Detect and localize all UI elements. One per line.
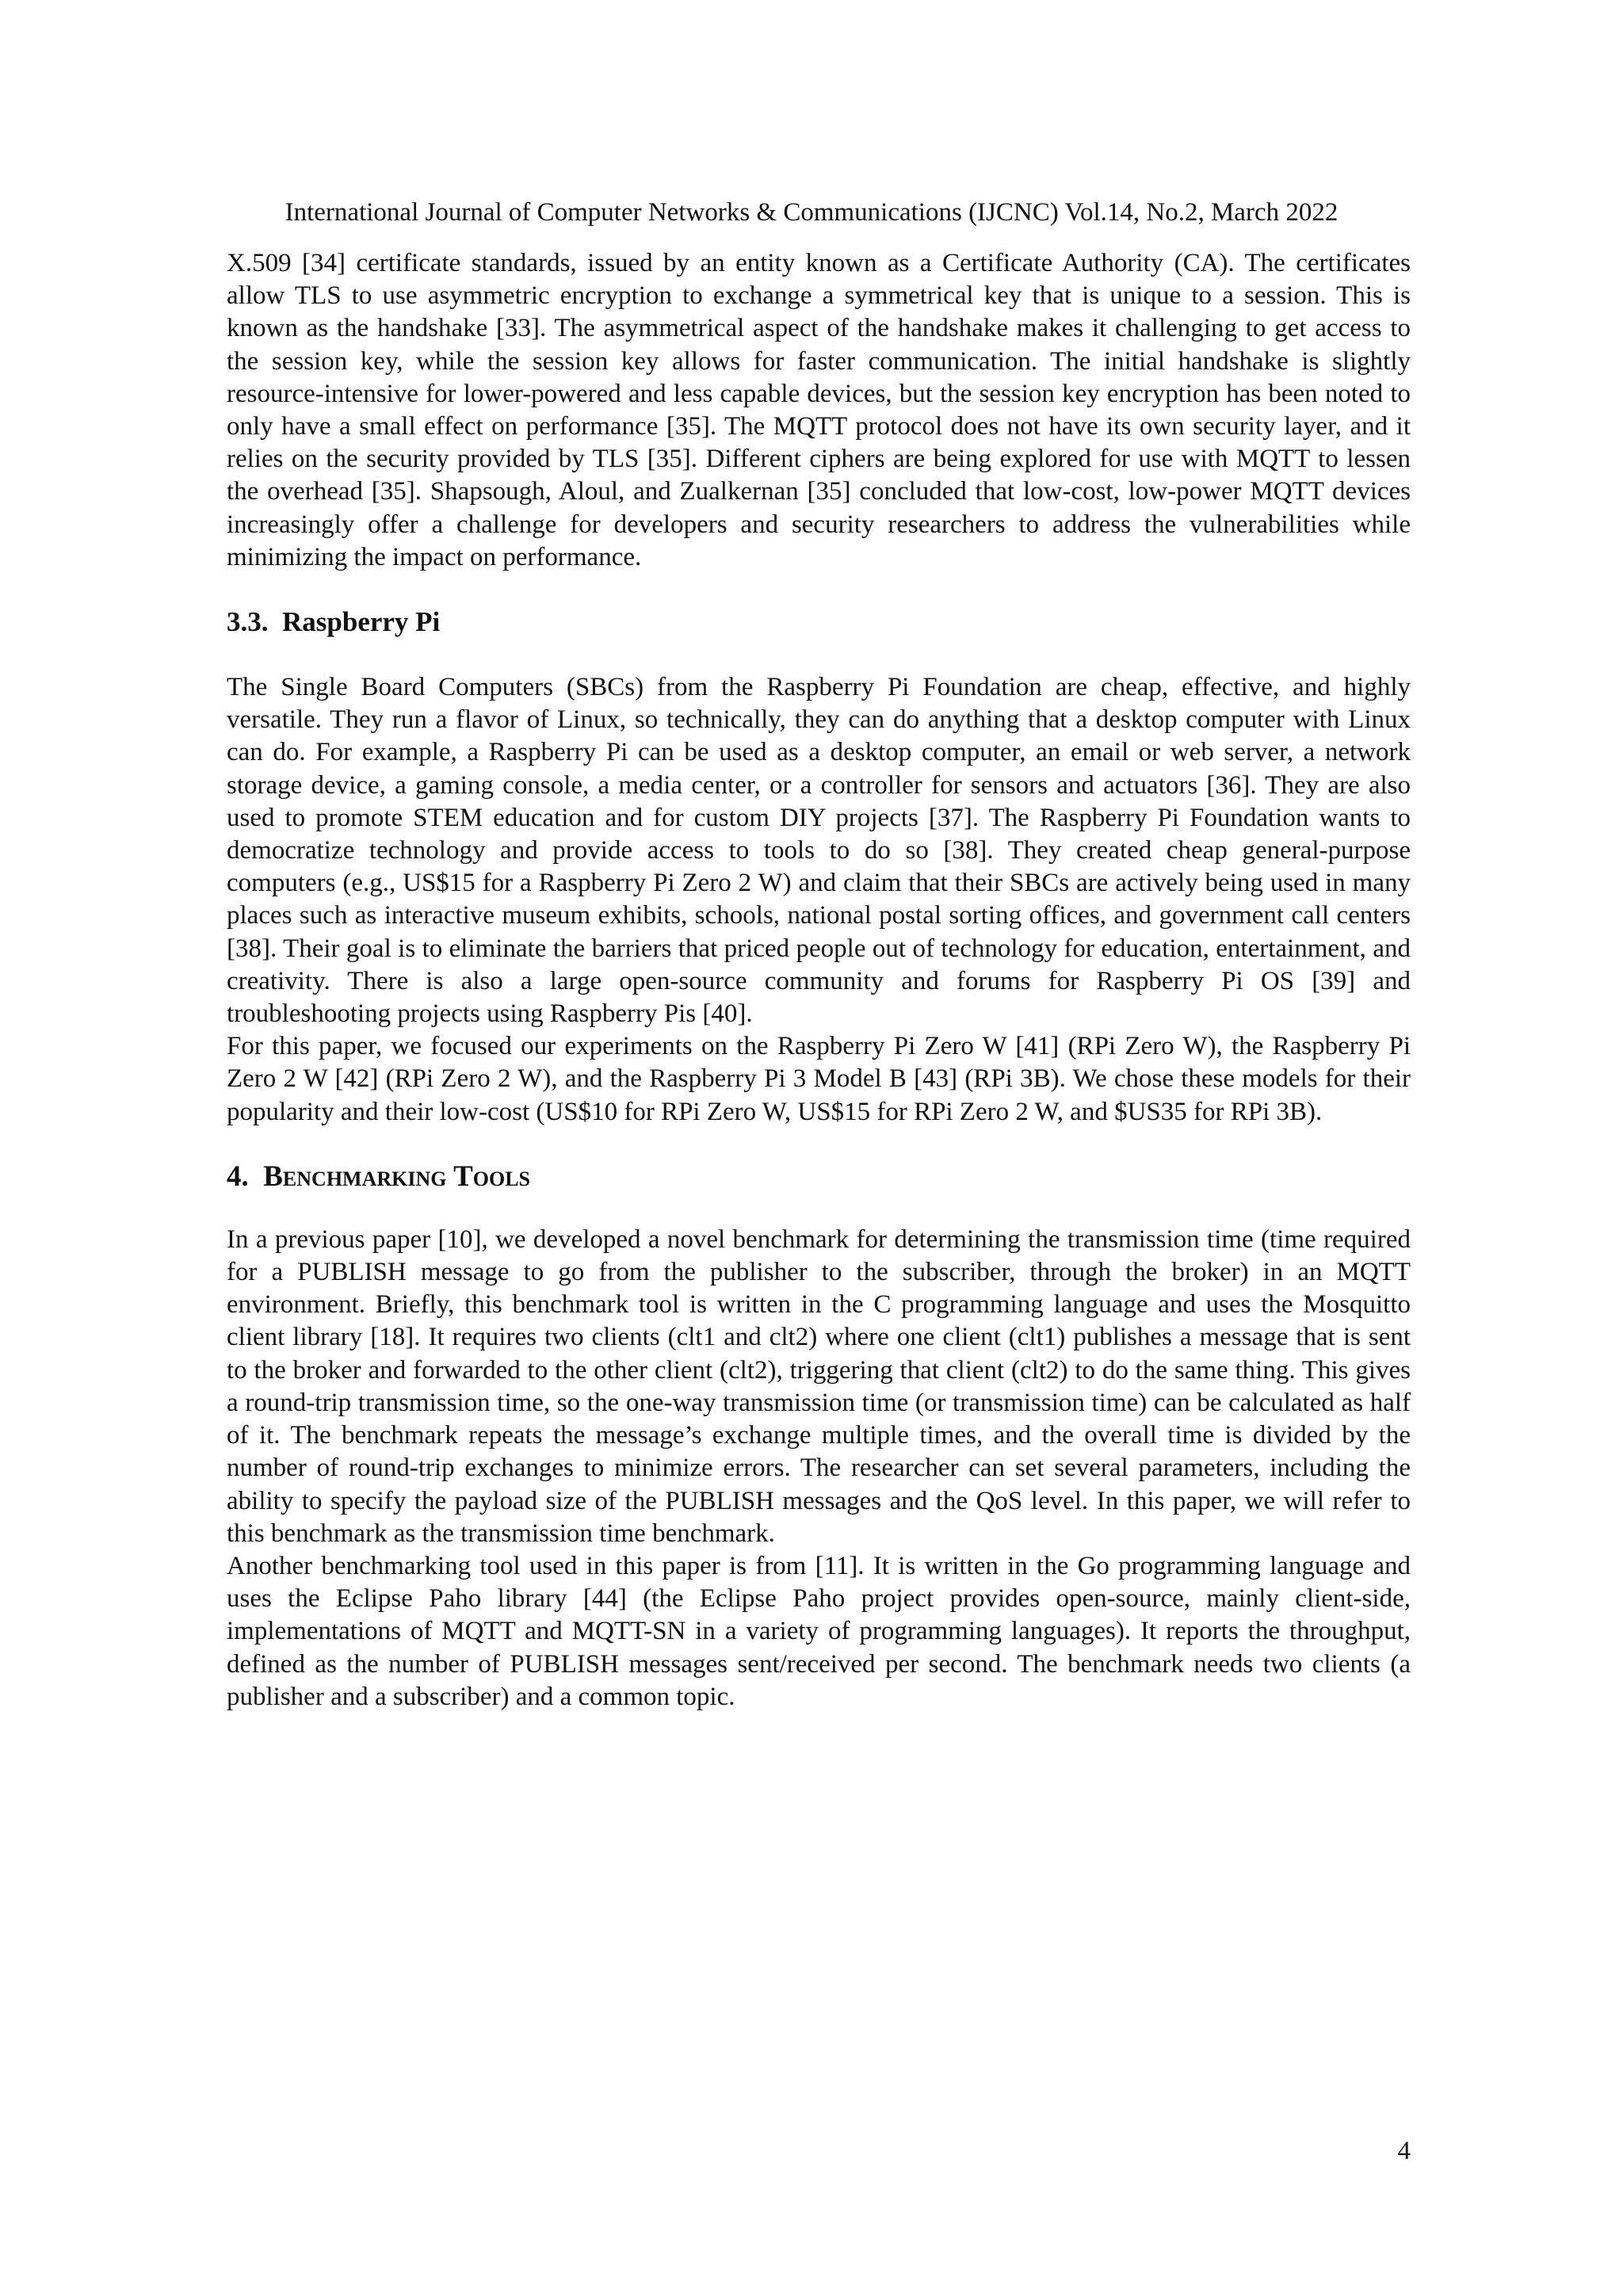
paragraph-raspberry-pi: The Single Board Computers (SBCs) from the Raspberry Pi Foundation are cheap, effective, and highly versatile. They run a flavor of Linux, so technically, they can do anything that a desktop computer with Linux can do. For example, a Raspberry Pi can be used as a desktop computer, an email or web server, a network storage device, a gaming console, a media center, or a controller for sensors and actuators [36]. They are also used to promote STEM education and for custom DIY projects [37]. The Raspberry Pi Foundation wants to democratize technology and provide access to tools to do so [38]. They created cheap general-purpose computers (e.g., US$15 for a Raspberry Pi Zero 2 W) and claim that their SBCs are actively being used in many places such as interactive museum exhibits, schools, national postal sorting offices, and government call centers [38]. Their goal is to eliminate the barriers that priced people out of technology for education, entertainment, and creativity. There is also a large open-source community and forums for Raspberry Pi OS [39] and troubleshooting projects using Raspberry Pis [40].	[227, 673, 1411, 1029]
paragraph-throughput-benchmark: Another benchmarking tool used in this paper is from [11]. It is written in the Go programming language and uses the Eclipse Paho library [44] (the Eclipse Paho project provides open-source, mainly client-side, implementations of MQTT and MQTT-SN in a variety of programming languages). It reports the throughput, defined as the number of PUBLISH messages sent/received per second. The benchmark needs two clients (a publisher and a subscriber) and a common topic.	[227, 1551, 1411, 1711]
body-text	[227, 247, 1411, 1713]
section-title: Benchmarking Tools	[263, 1159, 530, 1193]
section-number: 4.	[227, 1159, 249, 1193]
paragraph-tls: X.509 [34] certificate standards, issued by an entity known as a Certificate Authority (CA). The certificates allow TLS to use asymmetric encryption to exchange a symmetrical key that is unique to a session. This is known as the handshake [33]. The asymmetrical aspect of the handshake makes it challenging to get access to the session key, while the session key allows for faster communication. The initial handshake is slightly resource-intensive for lower-powered and less capable devices, but the session key encryption has been noted to only have a small effect on performance [35]. The MQTT protocol does not have its own security layer, and it relies on the security provided by TLS [35]. Different ciphers are being explored for use with MQTT to lessen the overhead [35]. Shapsough, Aloul, and Zualkernan [35] concluded that low-cost, low-power MQTT devices increasingly offer a challenge for developers and security researchers to address the vulnerabilities while minimizing the impact on performance.	[227, 249, 1411, 571]
paragraph-transmission-benchmark: In a previous paper [10], we developed a novel benchmark for determining the transmission time (time required for a PUBLISH message to go from the publisher to the subscriber, through the broker) in an MQTT environment. Briefly, this benchmark tool is written in the C programming language and uses the Mosquitto client library [18]. It requires two clients (clt1 and clt2) where one client (clt1) publishes a message that is sent to the broker and forwarded to the other client (clt2), triggering that client (clt2) to do the same thing. This gives a round-trip transmission time, so the one-way transmission time (or transmission time) can be calculated as half of it. The benchmark repeats the message’s exchange multiple times, and the overall time is divided by the number of round-trip exchanges to minimize errors. The researcher can set several parameters, including the ability to specify the payload size of the PUBLISH messages and the QoS level. In this paper, we will refer to this benchmark as the transmission time benchmark.	[227, 1224, 1411, 1548]
section-heading-4	[227, 1159, 1411, 1195]
page-number: 4	[1397, 2137, 1411, 2165]
subsection-title: Raspberry Pi	[282, 606, 441, 638]
subsection-number: 3.3.	[227, 606, 269, 638]
paragraph-models: For this paper, we focused our experiments on the Raspberry Pi Zero W [41] (RPi Zero W), the Raspberry Pi Zero 2 W [42] (RPi Zero 2 W), and the Raspberry Pi 3 Model B [43] (RPi 3B). We chose these models for their popularity and their low-cost (US$10 for RPi Zero W, US$15 for RPi Zero 2 W, and $US35 for RPi 3B).	[227, 1032, 1411, 1126]
subsection-heading-3-3	[227, 606, 1411, 639]
running-head: International Journal of Computer Networks & Communications (IJCNC) Vol.14, No.2, March 2022	[285, 198, 1338, 227]
